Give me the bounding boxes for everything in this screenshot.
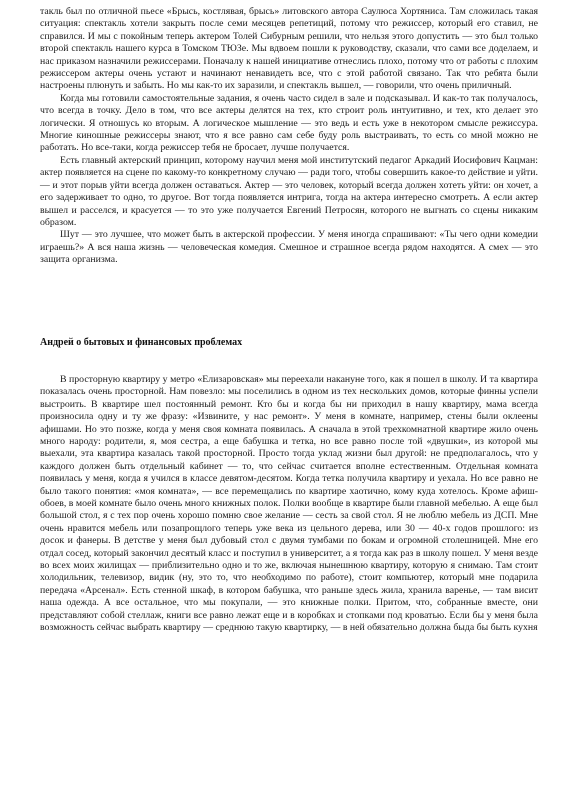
section-heading: Андрей о бытовых и финансовых проблемах <box>40 336 243 348</box>
paragraph: Шут — это лучшее, что может быть в актерской профессии. У меня иногда спрашивают: «Ты чего одни комедии играешь?» А вся наша жизнь — человеческая комедия. Смешное и страшное всегда рядом находятся. А смех — это защита организма. <box>40 229 538 266</box>
paragraph: В просторную квартиру у метро «Елизаровская» мы переехали накануне того, как я пошел в школу. И та квартира показалась очень просторной. Нам повезло: мы поселились в одном из тех нескольких домов, которые финны успели выстроить. В квартире шел постоянный ремонт. Кто бы и когда бы ни приходил в нашу квартиру, мама всегда произносила одну и ту же фразу: «Извините, у нас ремонт». У меня в комнате, например, стены были оклеены афишами. Но это позже, когда у меня своя комната появилась. А сначала в этой трехкомнатной квартире жило очень много народу: родители, я, моя сестра, а еще бабушка и тетка, но все равно после той «двушки», из которой мы выехали, эта квартира казалась такой просторной. Просто тогда уклад жизни был другой: не предполагалось, что у каждого должен быть отдельный кабинет — то, что сейчас считается вполне естественным. Отдельная комната появилась у меня, когда я учился в классе девятом-десятом. Когда тетка получила квартиру и уехала. Но все равно не было такого понятия: «моя комната», — все перемещались по квартире хаотично, кому куда хотелось. Кроме афиш-обоев, в моей комнате было очень много книжных полок. Полки вообще в квартире были главной мебелью. А еще был большой стол, я с тех пор очень хорошо помню свое желание — сесть за свой стол. Я не люблю мебель из ДСП. Мне очень нравится мебель или позапрощлого теперь уже века из цельного дерева, или 30 — 40-х годов прошлого: из досок и фанеры. В детстве у меня был дубовый стол с двумя тумбами по бокам и огромной столешницей. Мне его отдал сосед, который закончил десятый класс и поступил в университет, а я тогда как раз в школу пошел. У меня везде во всех моих жилищах — приблизительно одно и то же, включая нынешнюю квартиру, которую я снимаю. Там стоит холодильник, телевизор, видик (ну, это то, что необходимо по работе), стоит компьютер, который мне подарила передача «Арсенал». Есть стенной шкаф, в котором бабушка, что раньше здесь жила, хранила варенье, — там висит наша одежда. А все остальное, что мы покупали, — это книжные полки. Притом, что, собранные вместе, они представляют собой стеллаж, книги все равно лежат еще и в коробках и стопками под кроватью. Если бы у меня была возможность сейчас выбрать квартиру — среднюю такую квартирку, — в ней обязательно должна быда бы быть кухня <box>40 373 538 634</box>
paragraph: Есть главный актерский принцип, которому научил меня мой институтский педагог Аркадий Иосифович Кацман: актер появляется на сцене по какому-то конкретному случаю — ради того, чтобы совершить какое-то действие и уйти. — и этот порыв уйти всегда должен оставаться. Актер — это человек, который всегда должен хотеть уйти: он хочет, а его задерживает то одно, то другое. Вот тогда появляется интрига, тогда на актера интересно смотреть. А если актер вышел и расселся, и красуется — то это уже получается Евгений Петросян, которого не выгнать со сцены никаким образом. <box>40 154 538 228</box>
paragraph: Когда мы готовили самостоятельные задания, я очень часто сидел в зале и подсказывал. И как-то так получалось, что всегда в точку. Дело в том, что все актеры делятся на тех, кто строит роль интуитивно, и тех, кто делает это логически. Я отношусь ко вторым. А логическое мышление — это ведь и есть уже в некотором смысле режиссура. Многие киношные режиссеры знают, что я все равно сам себе буду роль выстраивать, то есть со мной можно не работать. Но все-таки, когда режиссер тебя не бросает, лучше получается. <box>40 92 538 154</box>
paragraph: такль был по отличной пьесе «Брысь, костлявая, брысь» литовского автора Саулюса Хортяниса. Там сложилась такая ситуация: спектакль хотели закрыть после семи месяцев репетиций, потому что режиссер, который его ставил, не справился. И мы с покойным теперь актером Толей Сибурным решили, что нельзя этого допустить — это был только второй спектакль нашего курса в Томском ТЮЗе. Мы вдвоем пошли к руководству, сказали, что сами все доделаем, и нас приказом назначили режиссерами. Поначалу к нашей инициативе отнеслись плохо, потому что от работы с плохим режиссером актеры очень устают и начинают ненавидеть все, что с этой работой связано. Так что ребята были настроены плюнуть и забыть. Но мы как-то их заразили, и спектакль вышел, — говорили, что очень приличный. <box>40 6 539 92</box>
